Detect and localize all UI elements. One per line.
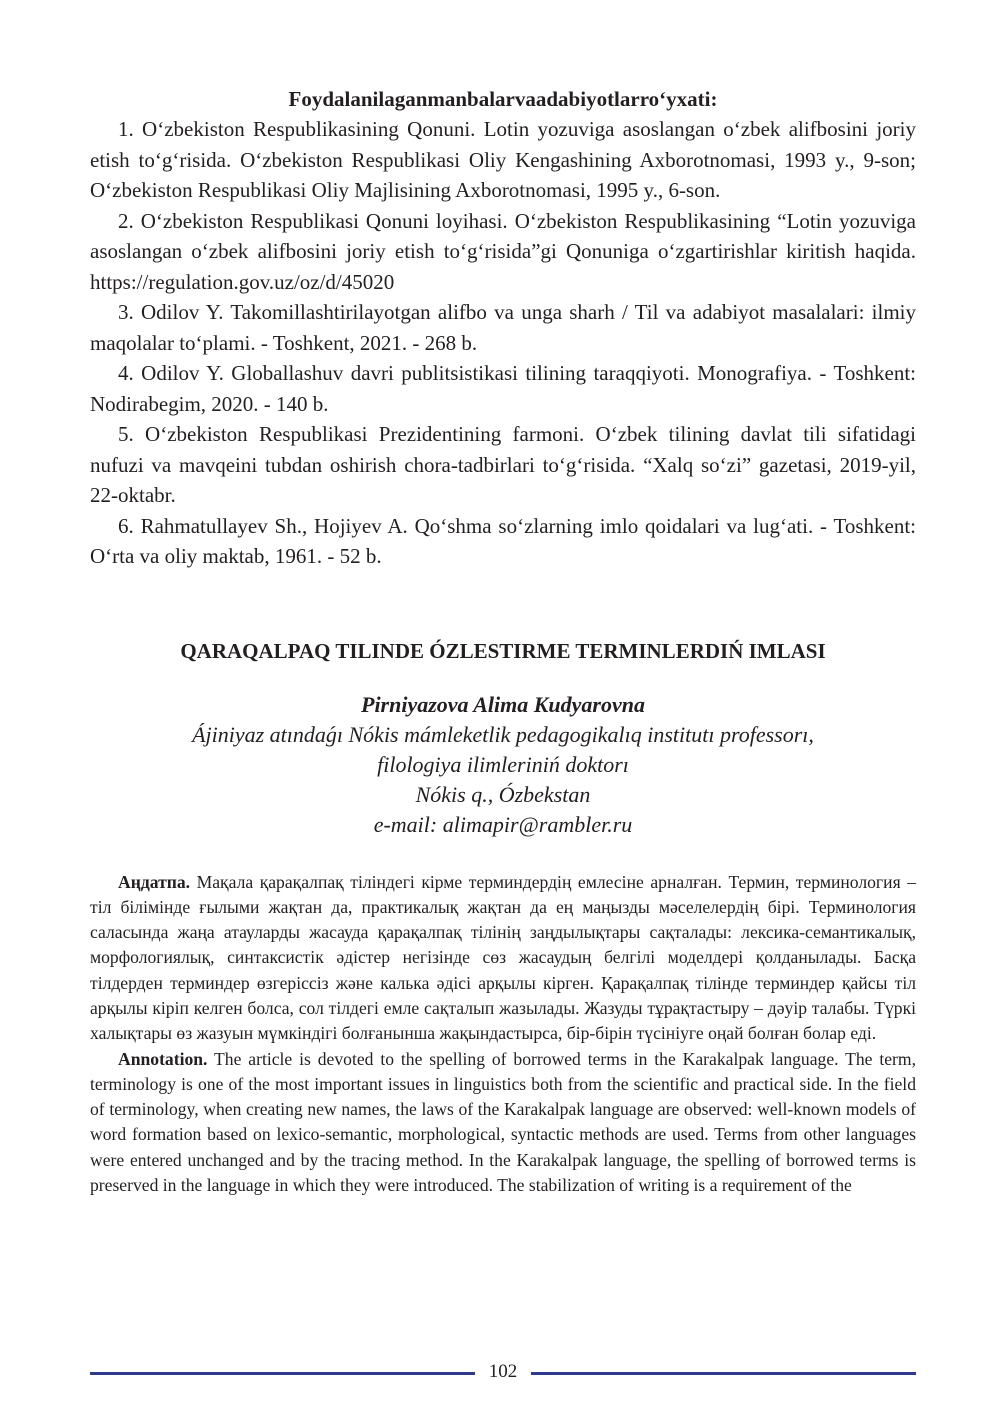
english-abstract xyxy=(90,1047,916,1199)
page-content xyxy=(90,84,916,1198)
kazakh-abstract-label: Аңдатпа. xyxy=(118,871,191,892)
reference-item-3: 3. Odilov Y. Takomillashtirilayotgan alifbo va unga sharh / Til va adabiyot masalalari: ilmiy maqolalar to‘plami. - Toshkent, 2021. - 268 b. xyxy=(90,300,916,355)
english-abstract-text: The article is devoted to the spelling of borrowed terms in the Karakalpak language. The term, terminology is one of the most important issues in linguistics both from the scientific and practical side. In the field of terminology, when creating new names, the laws of the Karakalpak language are observed: well-known models of word formation based on lexico-semantic, morphological, syntactic methods are used. Terms from other languages were entered unchanged and by the tracing method. In the Karakalpak language, the spelling of borrowed terms is preserved in the language in which they were introduced. The stabilization of writing is a requirement of the xyxy=(90,1048,916,1196)
references-heading: Foydalanilaganmanbalarvaadabiyotlarro‘yxati: xyxy=(288,87,718,111)
reference-item-4: 4. Odilov Y. Globallashuv davri publitsistikasi tilining taraqqiyoti. Monografiya. - Toshkent: Nodirabegim, 2020. - 140 b. xyxy=(90,361,916,416)
reference-item-2: 2. O‘zbekiston Respublikasi Qonuni loyihasi. O‘zbekiston Respublikasining “Lotin yozuviga asoslangan o‘zbek alifbosini joriy etish to‘g‘risida”gi Qonuniga o‘zgartirishlar kiritish haqida. https://regulation.gov.uz/oz/d/45020 xyxy=(90,208,916,294)
footer-rule-right xyxy=(531,1372,916,1375)
page-footer xyxy=(90,1362,916,1386)
kazakh-abstract-text: Мақала қарақалпақ тіліндегі кірме терминдердің емлесіне арналған. Термин, терминология – тіл білімінде ғылыми жақтан да, практикалық жақтан да ең маңызды мәселелердің бірі. Терминология саласында жаңа атауларды жасауда қарақалпақ тілінің заңдылықтары сақталады: лексика-семантикалық, морфологиялық, синтаксистік әдістер негізінде сөз жасаудың белгілі моделдері қолданылады. Басқа тілдерден терминдер өзгеріссіз және калька әдісі арқылы кірген. Қарақалпақ тілінде терминдер қайсы тіл арқылы кіріп келген болса, сол тілдегі емле сақталып жазылады. Жазуды тұрақтастыру – дәуір талабы. Түркі халықтары өз жазуын мүмкіндігі болғанынша жақындастырса, бір-бірін түсініуге оңай болған болар еді. xyxy=(90,871,916,1044)
author-name: Pirniyazova Alima Kudyarovna xyxy=(361,691,645,717)
reference-item-1: 1. O‘zbekiston Respublikasining Qonuni. Lotin yozuviga asoslangan o‘zbek alifbosini joriy etish to‘g‘risida. O‘zbekiston Respublikasi Oliy Kengashining Axborotnomasi, 1993 y., 9-son; O‘zbekiston Respublikasi Oliy Majlisining Axborotnomasi, 1995 y., 6-son. xyxy=(90,117,916,202)
author-email: e-mail: alimapir@rambler.ru xyxy=(373,811,633,837)
author-location: Nókis q., Ózbekstan xyxy=(415,781,591,807)
kazakh-abstract xyxy=(90,870,916,1047)
reference-item-6: 6. Rahmatullayev Sh., Hojiyev A. Qo‘shma so‘zlarning imlo qoidalari va lug‘ati. - Toshkent: O‘rta va oliy maktab, 1961. - 52 b. xyxy=(90,513,916,568)
article-title: QARAQALPAQ TILINDE ÓZLESTIRME TERMINLERDIŃ IMLASI xyxy=(180,638,826,663)
author-degree: filologiya ilimleriniń doktorı xyxy=(377,751,629,777)
page-number: 102 xyxy=(488,1361,518,1382)
author-affiliation: Ájiniyaz atındaǵı Nókis mámleketlik pedagogikalıq institutı professorı, xyxy=(192,721,814,747)
english-abstract-label: Annotation. xyxy=(118,1048,208,1069)
reference-item-5: 5. O‘zbekiston Respublikasi Prezidentining farmoni. O‘zbek tilining davlat tili sifatidagi nufuzi va mavqeini tubdan oshirish chora-tadbirlari to‘g‘risida. “Xalq so‘zi” gazetasi, 2019-yil, 22-oktabr. xyxy=(90,422,916,507)
